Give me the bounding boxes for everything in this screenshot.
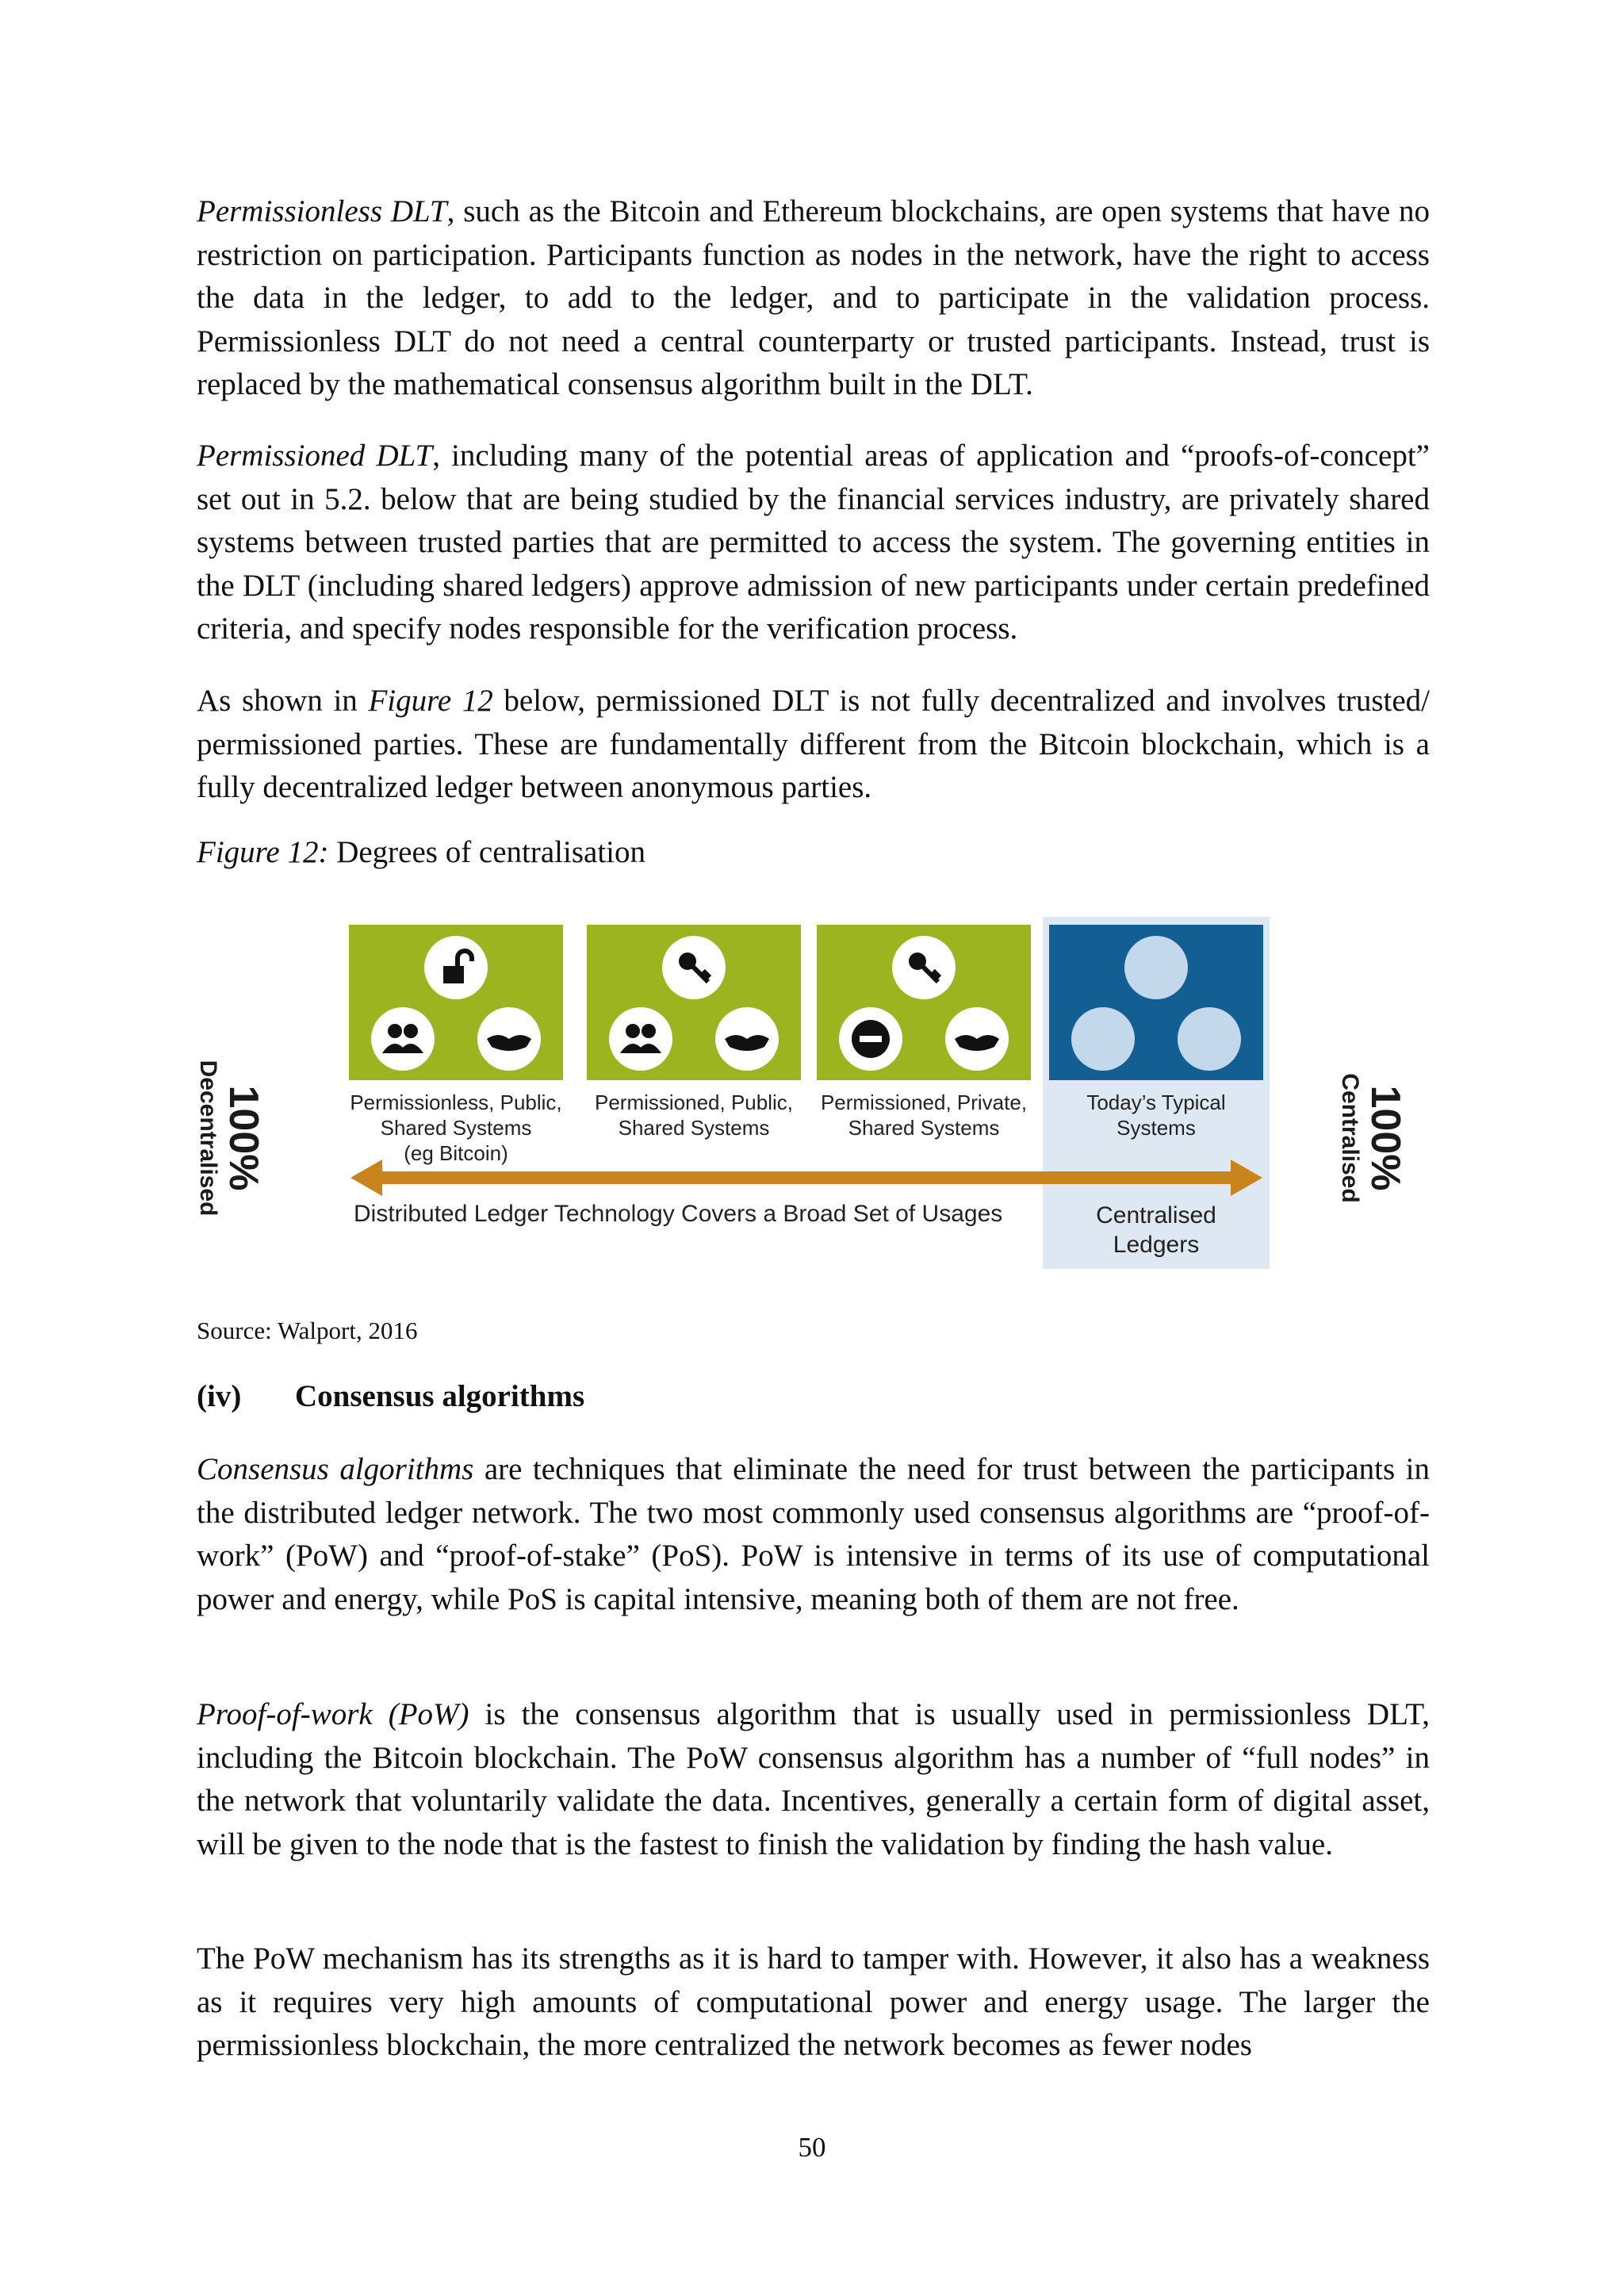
paragraph-pow-mechanism: The PoW mechanism has its strengths as it is hard to tamper with. However, it also has a weakness as it requires very high amounts of computational power and energy usage. The larger the permissionless blockchain, the more centralized the network becomes as fewer nodes xyxy=(197,1941,1430,2062)
people-icon xyxy=(609,1007,672,1071)
centralised-axis-label: 100% Centralised xyxy=(1337,1073,1408,1203)
node-circle-icon xyxy=(1124,936,1188,999)
term-consensus-algorithms: Consensus algorithms xyxy=(197,1452,474,1486)
label-permissioned-private: Permissioned, Private, Shared Systems xyxy=(820,1091,1028,1140)
figure-caption: Figure 12: Degrees of centralisation xyxy=(197,835,646,869)
panel-permissioned-public xyxy=(587,925,801,1080)
handshake-icon xyxy=(477,1007,541,1071)
figure-source: Source: Walport, 2016 xyxy=(197,1317,418,1344)
figure-degrees-of-centralisation xyxy=(195,912,1408,1277)
paragraph-proof-of-work: Proof-of-work (PoW) is the consensus algorithm that is usually used in permissionless DLT, including the Bitcoin blockchain. The PoW consensus algorithm has a number of “full nodes” in the network that voluntarily validate the data. Incentives, generally a certain form of digital asset, will be given to the node that is the fastest to finish the validation by finding the hash value. xyxy=(197,1697,1430,1861)
paragraph-permissioned-dlt: Permissioned DLT, including many of the potential areas of application and “proofs-of-concept” set out in 5.2. below that are being studied by the financial services industry, are privately shared systems between trusted parties that are permitted to access the system. The governing entities in the DLT (including shared ledgers) approve admission of new participants under certain predefined criteria, and specify nodes responsible for the verification process. xyxy=(197,439,1430,646)
key-icon xyxy=(892,936,956,999)
node-circle-icon xyxy=(1178,1007,1241,1071)
key-icon xyxy=(662,936,726,999)
handshake-icon xyxy=(945,1007,1009,1071)
unlock-icon xyxy=(424,936,488,999)
people-icon xyxy=(371,1007,435,1071)
paragraph-permissionless-dlt: Permissionless DLT, such as the Bitcoin and Ethereum blockchains, are open systems that have no restriction on participation. Participants function as nodes in the network, have the right to access the data in the ledger, to add to the ledger, and to participate in the validation process. Permissionless DLT do not need a central counterparty or trusted participants. Instead, trust is replaced by the mathematical consensus algorithm built in the DLT. xyxy=(197,194,1431,401)
double-arrow-icon xyxy=(350,1158,1262,1198)
term-permissioned-dlt: Permissioned DLT xyxy=(197,439,433,473)
arrow-label: Distributed Ledger Technology Covers a Broad Set of Usages xyxy=(354,1201,1003,1227)
decentralised-axis-label: 100% Decentralised xyxy=(195,1060,266,1217)
centralised-ledgers-label: Centralised Ledgers xyxy=(1096,1202,1216,1258)
node-circle-icon xyxy=(1071,1007,1135,1071)
page-number: 50 xyxy=(798,2132,826,2163)
panel-permissionless-public xyxy=(349,925,563,1080)
figure-reference: Figure 12 xyxy=(368,684,493,718)
section-heading: (iv) Consensus algorithms xyxy=(197,1379,585,1413)
label-permissionless-public: Permissionless, Public, Shared Systems (eg Bitcoin) xyxy=(350,1091,562,1165)
no-entry-icon xyxy=(839,1007,902,1071)
handshake-icon xyxy=(715,1007,779,1071)
paragraph-consensus-algorithms: Consensus algorithms are techniques that eliminate the need for trust between the participants in the distributed ledger network. The two most commonly used consensus algorithms are “proof-of-work” (PoW) and “proof-of-stake” (PoS). PoW is intensive in terms of its use of computational power and energy, while PoS is capital intensive, meaning both of them are not free. xyxy=(197,1452,1430,1616)
panel-typical-systems xyxy=(1049,925,1263,1080)
paragraph-figure-reference: As shown in Figure 12 below, permissioned DLT is not fully decentralized and involves trusted/ permissioned parties. These are fundamentally different from the Bitcoin blockchain, which is a fully decentralized ledger between anonymous parties. xyxy=(197,684,1430,804)
panel-permissioned-private xyxy=(817,925,1031,1080)
label-permissioned-public: Permissioned, Public, Shared Systems xyxy=(595,1091,793,1140)
term-permissionless-dlt: Permissionless DLT xyxy=(197,194,447,228)
label-typical-systems: Today’s Typical Systems xyxy=(1086,1091,1226,1140)
term-proof-of-work: Proof-of-work (PoW) xyxy=(197,1697,469,1731)
